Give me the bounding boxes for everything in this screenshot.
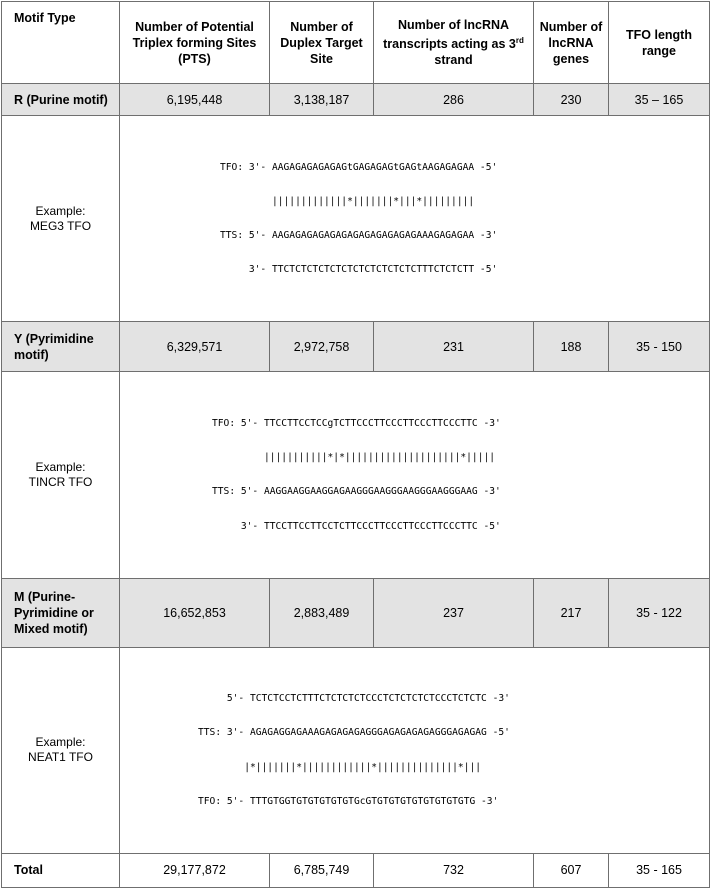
example-prefix-y: Example: [35,459,86,474]
example-label-m [2,647,120,853]
total-tfo-range: 35 - 165 [609,853,710,887]
motif-table [1,1,710,888]
alignment-line: TFO: 5'- TTCCTTCCTCCgTCTTCCCTTCCCTTCCCTTCCCTTC -3' [212,417,501,429]
total-label: Total [2,853,120,887]
alignment-line: TTS: 5'- AAGGAAGGAAGGAGAAGGGAAGGGAAGGGAAGGGAAG -3' [212,486,501,498]
transcripts-value-r: 286 [374,84,534,116]
alignment-line: |*|||||||*||||||||||||*||||||||||||||*||| [198,761,482,773]
alignment-m [120,647,710,853]
pts-value-r: 6,195,448 [120,84,270,116]
table-row-total [2,853,710,887]
header-lncrna-genes: Number of lncRNA genes [534,2,609,84]
motif-label-y: Y (Pyrimidine motif) [2,322,120,372]
alignment-line: 3'- TTCCTTCCTTCCTCTTCCCTTCCCTTCCCTTCCCTTC -5' [212,520,501,532]
motif-label-r: R (Purine motif) [2,84,120,116]
motif-label-m: M (Purine-Pyrimidine or Mixed motif) [2,578,120,647]
header-lncrna-transcripts-text: Number of lncRNA transcripts acting as 3 [383,17,516,52]
genes-value-r: 230 [534,84,609,116]
table-row-y [2,322,710,372]
header-row [2,2,710,84]
example-prefix-r: Example: [35,203,86,218]
table-row-m [2,578,710,647]
example-name-y: TINCR TFO [28,474,93,489]
alignment-line: |||||||||||*|*||||||||||||||||||||*||||| [212,452,496,464]
total-duplex: 6,785,749 [270,853,374,887]
duplex-value-r: 3,138,187 [270,84,374,116]
table-row-r [2,84,710,116]
tfo-range-r: 35 – 165 [609,84,710,116]
header-superscript: rd [515,35,524,45]
header-lncrna-transcripts-end: strand [434,53,473,68]
alignment-line: |||||||||||||*|||||||*|||*||||||||| [220,195,475,207]
example-name-m: NEAT1 TFO [28,750,93,765]
total-transcripts: 732 [374,853,534,887]
transcripts-value-m: 237 [374,578,534,647]
header-motif-type: Motif Type [2,2,120,84]
alignment-line: 3'- TTCTCTCTCTCTCTCTCTCTCTCTCTTTCTCTCTT -5' [220,264,498,276]
total-pts: 29,177,872 [120,853,270,887]
header-tfo-length: TFO length range [609,2,710,84]
alignment-line: TTS: 3'- AGAGAGGAGAAAGAGAGAGAGGGAGAGAGAGAGGGAGAGAG -5' [198,727,510,739]
alignment-line: TFO: 5'- TTTGTGGTGTGTGTGTGTGcGTGTGTGTGTGTGTGTGTG -3' [198,795,499,807]
example-label-r [2,116,120,322]
example-row-r [2,116,710,322]
example-row-y [2,372,710,578]
pts-value-y: 6,329,571 [120,322,270,372]
pts-value-m: 16,652,853 [120,578,270,647]
header-pts: Number of Potential Triplex forming Sites (PTS) [120,2,270,84]
alignment-line: TTS: 5'- AAGAGAGAGAGAGAGAGAGAGAGAGAAAGAGAGAA -3' [220,230,498,242]
total-genes: 607 [534,853,609,887]
alignment-y [120,372,710,578]
example-row-m [2,647,710,853]
alignment-r [120,116,710,322]
tfo-range-y: 35 - 150 [609,322,710,372]
tfo-range-m: 35 - 122 [609,578,710,647]
genes-value-m: 217 [534,578,609,647]
alignment-line: TFO: 3'- AAGAGAGAGAGAGtGAGAGAGtGAGtAAGAGAGAA -5' [220,161,498,173]
example-name-r: MEG3 TFO [29,218,92,233]
duplex-value-m: 2,883,489 [270,578,374,647]
duplex-value-y: 2,972,758 [270,322,374,372]
genes-value-y: 188 [534,322,609,372]
header-duplex: Number of Duplex Target Site [270,2,374,84]
alignment-line: 5'- TCTCTCCTCTTTCTCTCTCTCCCTCTCTCTCTCCCTCTCTC -3' [198,693,510,705]
transcripts-value-y: 231 [374,322,534,372]
header-lncrna-transcripts [374,2,534,84]
example-prefix-m: Example: [35,735,86,750]
example-label-y [2,372,120,578]
